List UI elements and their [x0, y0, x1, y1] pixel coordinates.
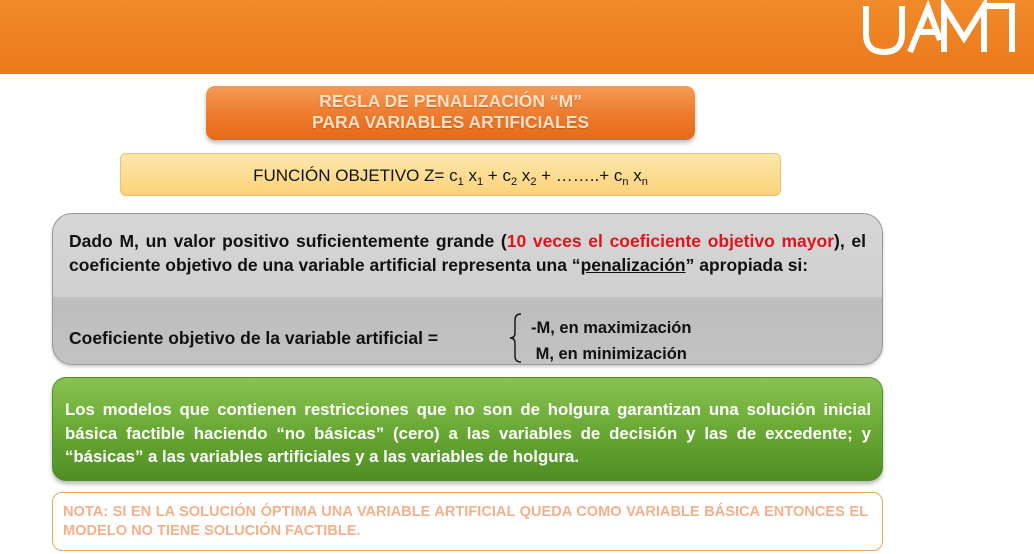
- curly-brace-icon: [509, 312, 523, 364]
- penalty-rule-box: [52, 213, 883, 365]
- note-text: NOTA: SI EN LA SOLUCIÓN ÓPTIMA UNA VARIABLE ARTIFICIAL QUEDA COMO VARIABLE BÁSICA ENTONCES EL MODELO NO TIENE SOLUCIÓN FACTIBLE.: [63, 504, 868, 539]
- xn-subscript: n: [641, 176, 648, 188]
- x1-subscript: 1: [476, 176, 484, 188]
- penalty-rule-paragraph: [69, 229, 866, 277]
- note-box: [52, 492, 883, 551]
- title-line-1: REGLA DE PENALIZACIÓN “M”: [319, 91, 582, 111]
- title-line-2: PARA VARIABLES ARTIFICIALES: [311, 112, 590, 132]
- option-maximization: -M, en maximización: [531, 319, 692, 337]
- slide-title: [206, 86, 695, 140]
- header-bar: [0, 0, 1034, 74]
- objective-function-label: FUNCIÓN OBJETIVO Z= c: [253, 166, 458, 185]
- penalty-rule-text-end: ” apropiada si:: [685, 255, 809, 275]
- basic-solution-paragraph: Los modelos que contienen restricciones que no son de holgura garantizan una solución inicial básica factible haciendo “no básicas” (cero) a las variables de decisión y las de excedente; y “básicas” a las variables artificiales y a las variables de holgura.: [65, 400, 871, 466]
- cn-subscript: n: [622, 176, 629, 188]
- basic-solution-box: [52, 377, 883, 481]
- penalty-rule-highlight: 10 veces el coeficiente objetivo mayor: [506, 231, 835, 251]
- option-minimization: M, en minimización: [531, 345, 687, 363]
- objective-function-box: [120, 153, 781, 196]
- c2-subscript: 2: [510, 176, 518, 188]
- x1-text: x: [463, 166, 477, 185]
- x2-text: x: [517, 166, 531, 185]
- x2-subscript: 2: [530, 176, 537, 188]
- penalty-underlined-word: penalización: [580, 255, 686, 275]
- coefficient-label: Coeficiente objetivo de la variable artificial =: [69, 328, 439, 348]
- plus-c2-text: + c: [483, 166, 511, 185]
- ellipsis-cn-text: + ……..+ c: [536, 166, 623, 185]
- penalty-rule-text-mid: ), el coeficiente objetivo de una variable artificial representa una “: [69, 231, 866, 275]
- uam-logo: [860, 0, 1020, 60]
- xn-text: x: [628, 166, 642, 185]
- c1-subscript: 1: [457, 176, 464, 188]
- penalty-rule-text-start: Dado M, un valor positivo suficientemente grande (: [69, 231, 507, 251]
- coefficient-options: [531, 315, 691, 367]
